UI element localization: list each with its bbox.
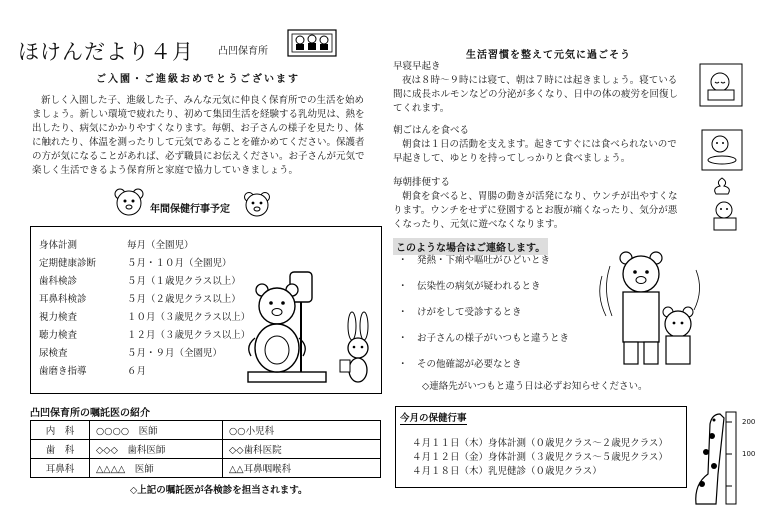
schedule-table xyxy=(31,235,250,379)
contact-heading: このような場合はご連絡します。 xyxy=(393,238,548,255)
habit-text: 夜は８時～９時には寝て、朝は７時には起きましょう。寝ている 間に成長ホルモンなどの分泌が多くなり、日中の体の疲労を回復し てくれます。 xyxy=(393,75,679,114)
habit-title: 朝ごはんを食べる xyxy=(393,125,470,136)
bear-icon xyxy=(112,186,146,220)
toilet-child-icon xyxy=(704,174,744,234)
welcome-line: に触れたり、体温を測ったりして元気であることを確かめてください。保護者 xyxy=(32,137,365,148)
bear-scale-illustration xyxy=(240,268,390,396)
list-item: ４月１２日（金）身体計測（３歳児クラス～５歳児クラス） xyxy=(412,452,668,463)
contact-list xyxy=(398,254,618,384)
welcome-line: 新しく入園した子、進級した子、みんな元気に仲良く保育所での生活を始め xyxy=(41,95,365,106)
table-row: 歯磨き指導 ６月 xyxy=(39,366,147,377)
list-item: ・ 伝染性の病気が疑われるとき xyxy=(398,281,541,292)
monthly-list xyxy=(412,437,668,479)
table-row: 視力検査 １０月（３歳児クラス以上） xyxy=(39,312,251,323)
nursery-name: 凸凹保育所 xyxy=(218,46,268,57)
children-illustration xyxy=(286,24,338,58)
list-item: ・ けがをして受診するとき xyxy=(398,307,522,318)
habit-title: 早寝早起き xyxy=(393,61,441,72)
list-item: ４月１１日（木）身体計測（０歳児クラス～２歳児クラス） xyxy=(412,438,668,449)
table-row: 歯 科 ◇◇◇ 歯科医師 ◇◇歯科医院 xyxy=(31,440,381,459)
habit-text: 朝食は１日の活動を支えます。起きてすぐには食べられないので 早起きして、ゆとりを持ってしっかりと食べましょう。 xyxy=(393,139,677,164)
bear-icon xyxy=(242,190,272,220)
list-item: ・ その他確認が必要なとき xyxy=(398,359,522,370)
welcome-paragraph xyxy=(32,94,377,178)
doctors-note: ◇上記の嘱託医が各検診を担当されます。 xyxy=(130,485,308,496)
bear-family-illustration xyxy=(596,246,712,376)
table-row: 歯科検診 ５月（１歳児クラス以上） xyxy=(39,276,241,287)
schedule-heading: 年間保健行事予定 xyxy=(150,204,230,215)
breakfast-child-icon xyxy=(700,128,744,172)
newsletter-title: ほけんだより４月 xyxy=(18,40,194,64)
welcome-line: ましょう。新しい環境で疲れたり、初めて集団生活を経験する乳幼児は、熱を xyxy=(32,109,365,120)
sleeping-child-icon xyxy=(698,62,744,108)
welcome-line: 出したり、病気にかかりやすくなります。毎朝、お子さんの様子を見たり、体 xyxy=(32,123,364,134)
list-item: ４月１８日（木）乳児健診（０歳児クラス） xyxy=(412,466,602,477)
welcome-heading: ご入園・ご進級おめでとうございます xyxy=(96,74,300,85)
contact-note: ◇連絡先がいつもと違う日は必ずお知らせください。 xyxy=(422,381,648,392)
table-row: 身体計測 毎月（全園児） xyxy=(39,240,194,251)
monthly-heading: 今月の保健行事 xyxy=(400,410,467,425)
table-row: 内 科 ○○○○ 医師 ○○小児科 xyxy=(31,421,381,440)
habit-title: 毎朝排便する xyxy=(393,177,451,188)
welcome-line: 楽しく生活できるよう保育所と家庭で協力していきましょう。 xyxy=(32,165,299,176)
monthly-box xyxy=(395,406,687,488)
habits-heading: 生活習慣を整えて元気に過ごそう xyxy=(466,50,631,61)
doctors-heading: 凸凹保育所の嘱託医の紹介 xyxy=(30,408,150,419)
table-row: 耳鼻科 △△△△ 医師 △△耳鼻咽喉科 xyxy=(31,459,381,478)
doctors-table xyxy=(30,420,381,478)
table-row: 定期健康診断 ５月・１０月（全園児） xyxy=(39,258,232,269)
list-item: ・ 発熱・下痢や嘔吐がひどいとき xyxy=(398,255,551,266)
scale-mark-100: 100 xyxy=(742,450,756,458)
table-row: 尿検査 ５月・９月（全園児） xyxy=(39,348,223,359)
welcome-line: の方が気になることがあれば、必ず職員にお伝えください。お子さんが元気で xyxy=(32,151,365,162)
scale-mark-200: 200 xyxy=(742,418,756,426)
habit-text: 朝食を食べると、胃腸の動きが活発になり、ウンチが出やすくな ります。ウンチをせずに登園するとお腹が痛くなったり、気分が悪 くなったり、元気に遊べなくなります。 xyxy=(393,191,678,230)
table-row: 聴力検査 １２月（３歳児クラス以上） xyxy=(39,330,251,341)
list-item: ・ お子さんの様子がいつもと違うとき xyxy=(398,333,570,344)
table-row: 耳鼻科検診 ５月（２歳児クラス以上） xyxy=(39,294,241,305)
